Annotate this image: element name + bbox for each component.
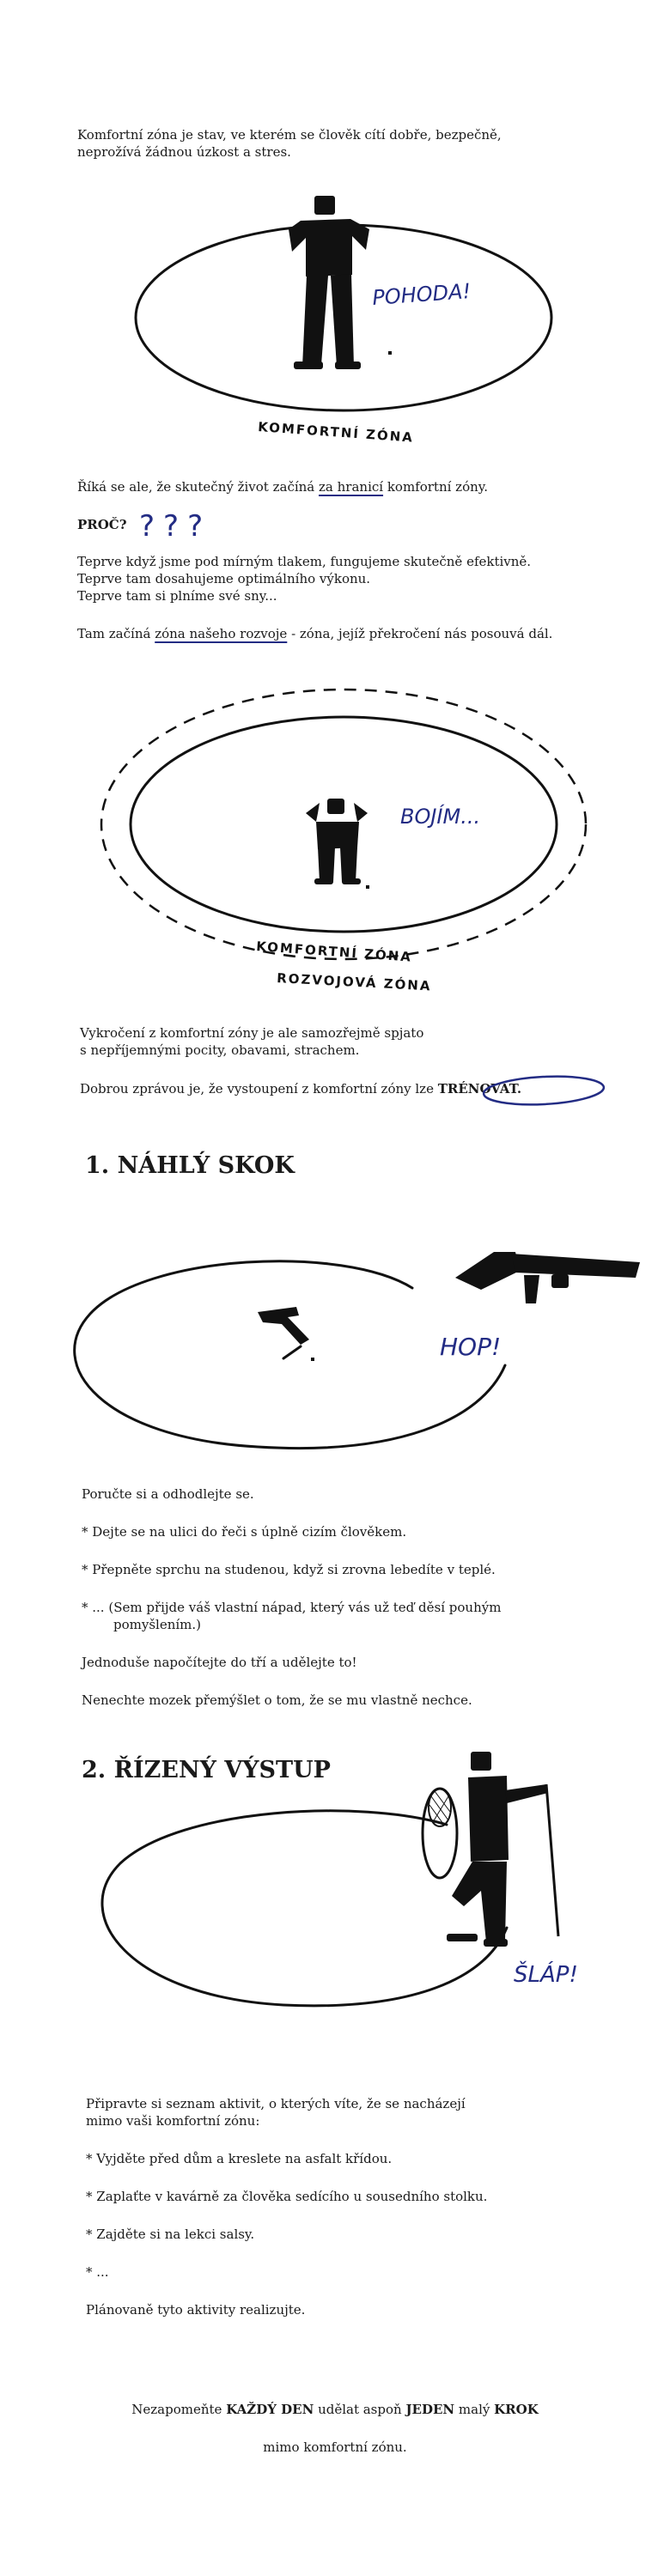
comfort-zone-open-ellipse-2 (102, 1811, 507, 2006)
intro-line-2: neprožívá žádnou úzkost a stres. (77, 144, 291, 160)
climb-bullet-3: * Zajděte si na lekci salsy. (86, 2227, 255, 2242)
footer-line-2: mimo komfortní zónu. (263, 2439, 407, 2455)
jump-outro-2: Nenechte mozek přemýšlet o tom, že se mu vlastně nechce. (82, 1692, 472, 1708)
jump-intro: Poručte si a odhodlejte se. (82, 1486, 254, 1502)
why-label: PROČ? (77, 517, 127, 532)
para1-line-1: Teprve když jsme pod mírným tlakem, fungujeme skutečně efektivně. (77, 554, 532, 569)
jump-bullet-3: * ... (Sem přijde váš vlastní nápad, který vás už teď děsí pouhým (82, 1600, 502, 1615)
heading-controlled-climb: 2. ŘÍZENÝ VÝSTUP (82, 1757, 331, 1783)
border-line-underlined: za hranicí (319, 479, 384, 495)
train-ring (483, 1073, 604, 1107)
pohoda-bubble: POHODA! (371, 279, 472, 310)
scared-person-icon (306, 799, 369, 889)
footer-p1: Nezapomeňte (131, 2402, 227, 2417)
border-line-prefix: Říká se ale, že skutečný život začíná (77, 479, 320, 495)
figure-sudden-jump (0, 1202, 670, 1477)
figure-controlled-climb (0, 1743, 670, 2052)
para1-line-2: Teprve tam dosahujeme optimálního výkonu. (77, 571, 371, 586)
comfort-zone-label-2: KOMFORTNÍ ZÓNA (255, 939, 413, 965)
figure-comfort-zone (0, 167, 670, 459)
jump-outro-1: Jednoduše napočítejte do tří a udělejte to! (82, 1655, 357, 1670)
border-line-suffix: komfortní zóny. (383, 479, 489, 495)
why-marks (129, 500, 301, 551)
growth-underlined: zóna našeho rozvoje (155, 626, 288, 641)
train-line (80, 1080, 521, 1098)
climb-outro: Plánovaně tyto aktivity realizujte. (86, 2302, 306, 2318)
footer-line-1 (0, 2401, 670, 2419)
heading-sudden-jump: 1. NÁHLÝ SKOK (85, 1152, 295, 1179)
footer-b2: JEDEN (405, 2402, 455, 2417)
intro-line-1: Komfortní zóna je stav, ve kterém se člověk cítí dobře, bezpečně, (77, 127, 502, 143)
footer-b1: KAŽDÝ DEN (226, 2402, 314, 2417)
figure-growth-zone (0, 657, 670, 1000)
step-line-2: s nepříjemnými pocity, obavami, strachem. (80, 1042, 360, 1058)
hiker-person-icon (423, 1752, 558, 1947)
train-word: TRÉNOVAT. (437, 1081, 522, 1097)
step-line-1: Vykročení z komfortní zóny je ale samozřejmě spjato (80, 1025, 424, 1041)
footer-b3: KROK (494, 2402, 539, 2417)
footer-p3: malý (454, 2402, 495, 2417)
comfort-zone-label: KOMFORTNÍ ZÓNA (257, 419, 415, 446)
jump-bullet-1: * Dejte se na ulici do řeči s úplně cizím člověkem. (82, 1524, 407, 1540)
hop-bubble: HOP! (440, 1333, 502, 1361)
slap-bubble: ŠLÁP! (514, 1962, 578, 1988)
growth-zone-line (77, 625, 552, 643)
train-prefix: Dobrou zprávou je, že vystoupení z komfortní zóny lze (80, 1081, 438, 1097)
bojim-bubble: BOJÍM... (400, 805, 481, 829)
growth-suffix: - zóna, jejíž překročení nás posouvá dál. (287, 626, 553, 641)
climb-bullet-4: * ... (86, 2264, 109, 2280)
question-marks: ??? (139, 509, 212, 544)
climb-bullet-1: * Vyjděte před dům a kreslete na asfalt křídou. (86, 2151, 393, 2166)
footer-p2: udělat aspoň (314, 2402, 406, 2417)
jump-bullet-2: * Přepněte sprchu na studenou, když si zrovna lebedíte v teplé. (82, 1562, 496, 1577)
jump-bullet-3-cont: pomyšlením.) (113, 1617, 202, 1632)
growth-zone-label: ROZVOJOVÁ ZÓNA (276, 970, 432, 994)
growth-prefix: Tam začíná (77, 626, 155, 641)
border-line (77, 478, 488, 496)
train-circle (477, 1072, 614, 1115)
para1-line-3: Teprve tam si plníme své sny... (77, 588, 277, 604)
climb-intro-2: mimo vaši komfortní zónu: (86, 2113, 260, 2129)
climb-bullet-2: * Zaplaťte v kavárně za člověka sedícího u sousedního stolku. (86, 2189, 488, 2204)
climb-intro-1: Připravte si seznam aktivit, o kterých víte, že se nacházejí (86, 2096, 466, 2111)
standing-person-icon (289, 196, 392, 369)
